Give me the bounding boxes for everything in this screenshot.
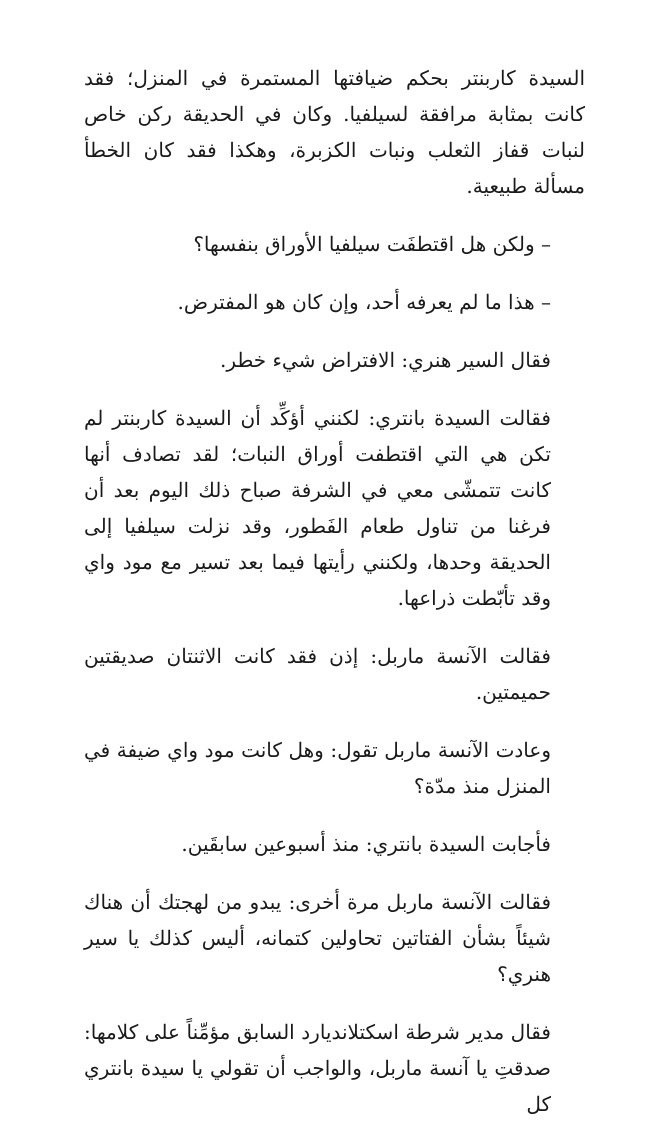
paragraph-mrs-bantry-1: فقالت السيدة بانتري: لكنني أؤكِّد أن السيدة كاربنتر لم تكن هي التي اقتطفت أوراق النبات؛ لقد تصادف أنها كانت تتمشّى معي في الشرفة صباح ذلك اليوم بعد أن فرغنا من تناول طعام الفَطور، وقد نزلت سيلفيا إلى الحديقة وحدها، ولكنني رأيتها فيما بعد تسير مع مود واي وقد تأبّطت ذراعها. [84, 406, 551, 610]
dialogue-line-2: – هذا ما لم يعرفه أحد، وإن كان هو المفترض. [177, 290, 551, 314]
paragraph-mrs-bantry-2: فأجابت السيدة بانتري: منذ أسبوعين سابقَين. [181, 832, 551, 856]
paragraph-miss-marple-3: فقالت الآنسة ماربل مرة أخرى: يبدو من لهجتك أن هناك شيئاً بشأن الفتاتين تحاولين كتمانه، أليس كذلك يا سير هنري؟ [84, 890, 551, 986]
paragraph-1: السيدة كاربنتر بحكم ضيافتها المستمرة في المنزل؛ فقد كانت بمثابة مرافقة لسيلفيا. وكان في الحديقة ركن خاص لنبات قفاز الثعلب ونبات الكزبرة، وهكذا فقد كان الخطأ مسألة طبيعية. [84, 66, 585, 198]
paragraph-miss-marple-1: فقالت الآنسة ماربل: إذن فقد كانت الاثنتان صديقتين حميمتين. [84, 644, 551, 704]
paragraph-commissioner: فقال مدير شرطة اسكتلانديارد السابق مؤمِّناً على كلامها: صدقتِ يا آنسة ماربل، والواجب أن تقولي يا سيدة بانتري كل [84, 1020, 551, 1116]
paragraph-sir-henry: فقال السير هنري: الافتراض شيء خطر. [220, 348, 551, 372]
paragraph-miss-marple-2: وعادت الآنسة ماربل تقول: وهل كانت مود واي ضيفة في المنزل منذ مدّة؟ [84, 738, 551, 798]
dialogue-line-1: – ولكن هل اقتطفَت سيلفيا الأوراق بنفسها؟ [193, 232, 551, 256]
